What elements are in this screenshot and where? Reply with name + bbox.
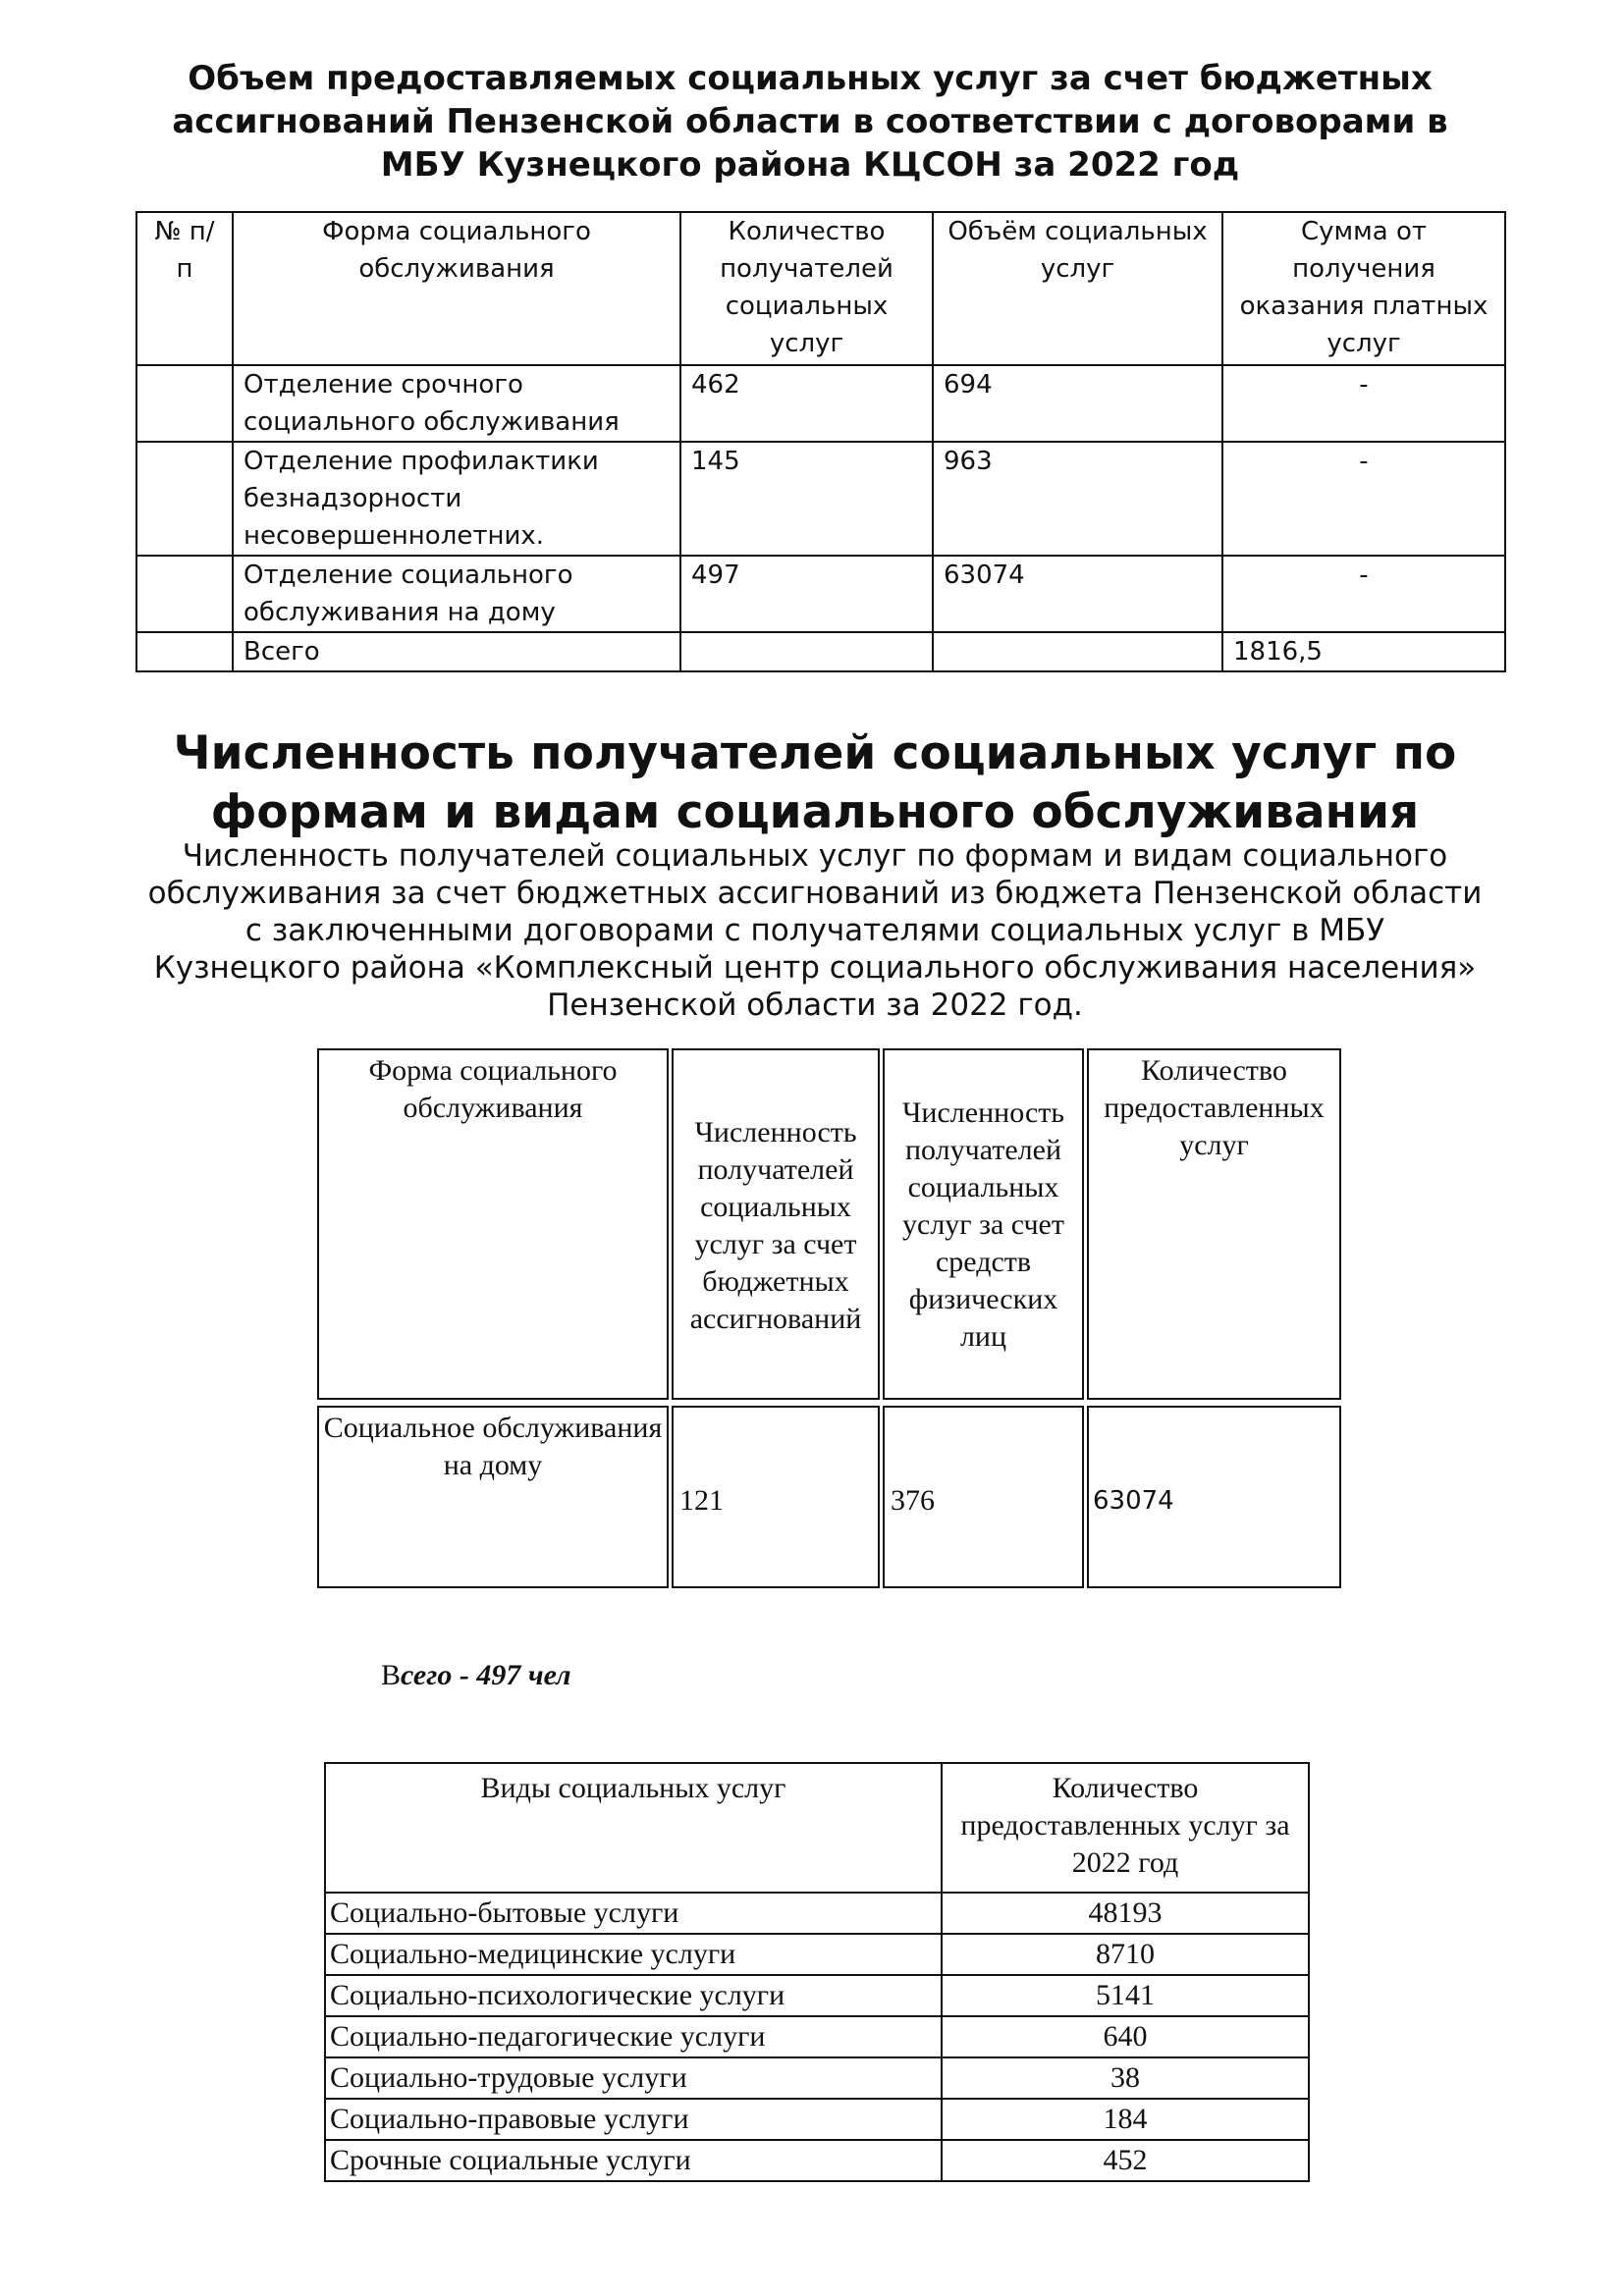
cell-form — [317, 1406, 669, 1588]
cell-count: 184 — [942, 2099, 1309, 2140]
section1-title: Объем предоставляемых социальных услуг за счет бюджетных ассигнований Пензенской области в соответствии с договорами в МБУ Кузнецкого района КЦСОН за 2022 год — [172, 59, 1448, 185]
cell-num — [136, 365, 233, 442]
col-header-count: Количество предоставленных услуг за 2022 год — [942, 1763, 1309, 1893]
cell-text: Социальное обслуживания на дому — [323, 1412, 663, 1481]
cell-count: 5141 — [942, 1975, 1309, 2016]
header-text: Количество предоставленных услуг — [1104, 1054, 1325, 1161]
service-types-table — [324, 1762, 1310, 2182]
col-header-recipients: Количество получателей социальных услуг — [680, 212, 933, 365]
cell-sum: - — [1222, 556, 1505, 632]
cell-type: Социально-правовые услуги — [325, 2099, 942, 2140]
total-sum: 1816,5 — [1222, 632, 1505, 671]
table-header-row — [136, 212, 1505, 365]
cell-type: Социально-педагогические услуги — [325, 2016, 942, 2057]
cell-recipients: 497 — [680, 556, 933, 632]
cell-volume: 63074 — [933, 556, 1222, 632]
col-header-num: № п/п — [136, 212, 233, 365]
cell-volume: 963 — [933, 442, 1222, 556]
total-label: Всего — [233, 632, 680, 671]
table-header-row — [325, 1763, 1309, 1893]
cell-text: 121 — [679, 1484, 724, 1517]
table-row — [136, 365, 1505, 442]
services-volume-table — [135, 211, 1506, 672]
cell-num — [136, 632, 233, 671]
cell-type: Социально-психологические услуги — [325, 1975, 942, 2016]
section2-subtitle: Численность получателей социальных услуг по формам и видам социального обслуживания за счет бюджетных ассигнований из бюджета Пензенской области с заключенными договорами с получателями социальных услуг в МБУ Кузнецкого района «Комплексный центр социального обслуживания населения» Пензенской области за 2022 год. — [147, 838, 1483, 1023]
total-prefix: В — [381, 1659, 402, 1691]
col-header-type: Виды социальных услуг — [325, 1763, 942, 1893]
table-row — [136, 556, 1505, 632]
cell-num — [136, 556, 233, 632]
cell-type: Социально-трудовые услуги — [325, 2057, 942, 2099]
header-text: Форма социального обслуживания — [368, 1054, 618, 1124]
cell-type: Социально-бытовые услуги — [325, 1893, 942, 1934]
cell-private — [883, 1406, 1084, 1588]
table-total-row — [136, 632, 1505, 671]
total-value: сего - 497 чел — [401, 1659, 571, 1691]
cell-text: 376 — [891, 1484, 935, 1517]
cell-recipients: 145 — [680, 442, 933, 556]
cell-budget — [672, 1406, 880, 1588]
table-row — [325, 2140, 1309, 2181]
cell-type: Срочные социальные услуги — [325, 2140, 942, 2181]
cell-count: 48193 — [942, 1893, 1309, 1934]
col-header-private — [883, 1048, 1084, 1400]
table-row — [325, 2099, 1309, 2140]
cell-volume — [933, 632, 1222, 671]
col-header-services — [1087, 1048, 1341, 1400]
section2-heading: Численность получателей социальных услуг по формам и видам социального обслуживания — [173, 726, 1457, 839]
col-header-volume: Объём социальных услуг — [933, 212, 1222, 365]
cell-text: 63074 — [1093, 1486, 1174, 1516]
cell-form: Отделение социального обслуживания на дому — [233, 556, 680, 632]
col-header-budget — [672, 1048, 880, 1400]
cell-volume: 694 — [933, 365, 1222, 442]
cell-count: 452 — [942, 2140, 1309, 2181]
table-row — [136, 442, 1505, 556]
cell-recipients: 462 — [680, 365, 933, 442]
total-recipients — [381, 1659, 571, 1692]
header-text: Численность получателей социальных услуг за счет средств физических лиц — [901, 1096, 1065, 1353]
col-header-sum: Сумма от получения оказания платных услуг — [1222, 212, 1505, 365]
table-row — [325, 1934, 1309, 1975]
cell-form: Отделение срочного социального обслуживания — [233, 365, 680, 442]
cell-sum: - — [1222, 365, 1505, 442]
cell-count: 640 — [942, 2016, 1309, 2057]
cell-form: Отделение профилактики безнадзорности несовершеннолетних. — [233, 442, 680, 556]
cell-type: Социально-медицинские услуги — [325, 1934, 942, 1975]
cell-sum: - — [1222, 442, 1505, 556]
table-row — [325, 1975, 1309, 2016]
col-header-form — [317, 1048, 669, 1400]
header-text: Численность получателей социальных услуг за счет бюджетных ассигнований — [689, 1116, 862, 1335]
cell-recipients — [680, 632, 933, 671]
table-row — [325, 1893, 1309, 1934]
cell-count: 8710 — [942, 1934, 1309, 1975]
table-row — [325, 2016, 1309, 2057]
table-row — [325, 2057, 1309, 2099]
cell-count: 38 — [942, 2057, 1309, 2099]
cell-services — [1087, 1406, 1341, 1588]
col-header-form: Форма социального обслуживания — [233, 212, 680, 365]
cell-num — [136, 442, 233, 556]
